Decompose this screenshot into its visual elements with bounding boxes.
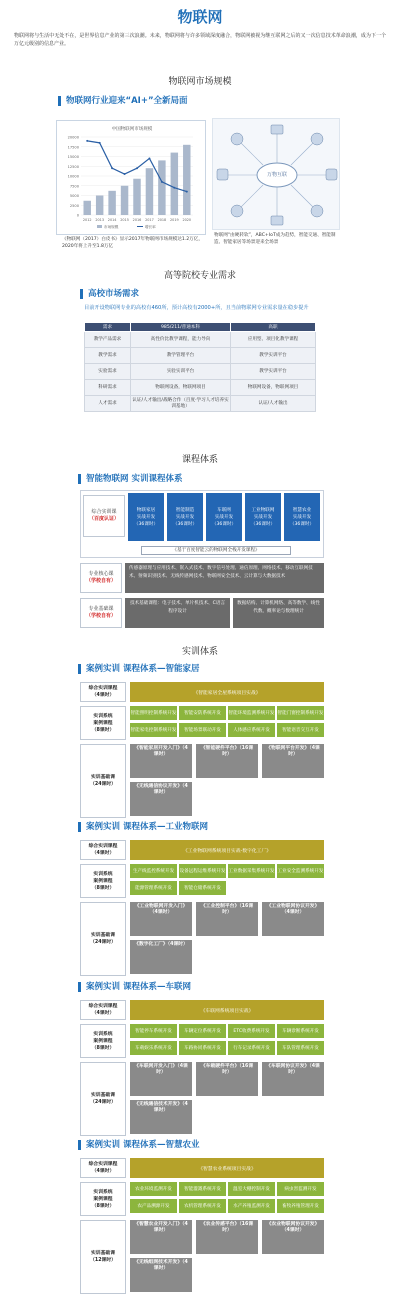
basic-course-card [196, 744, 258, 778]
training-block-title: 案例实训 课程体系—工业物联网 [78, 822, 208, 832]
bar [183, 145, 190, 215]
table-row [85, 332, 316, 348]
basic-course-card [196, 902, 258, 936]
market-bar-title: 物联网行业迎来“AI+”全新局面 [58, 96, 188, 106]
training-row-label-text: 综合实训课程 [88, 1162, 118, 1167]
training-row-label-text: 案例课程 [93, 720, 113, 726]
course-hours: （36课时） [133, 521, 159, 527]
bar [133, 179, 140, 215]
bar [146, 168, 153, 215]
y-tick-label: 17500 [67, 145, 79, 150]
case-course-item: 农业环境监测开发 [130, 1182, 177, 1196]
course-name: 智能制造 [175, 507, 195, 513]
training-row-label-text: 实训基础课 [91, 933, 115, 938]
training-row-label [80, 1182, 126, 1216]
course-type: 实战开发 [292, 514, 312, 520]
basic-course-title: 《工业物联网开发入门》（4课时） [134, 904, 188, 915]
x-tick-label: 2014 [107, 218, 117, 222]
table-row [85, 396, 316, 412]
course-name: 物联家居 [136, 507, 156, 513]
training-row-label-text: （12课时） [90, 1258, 116, 1263]
growth-point [111, 167, 113, 169]
market-chart [56, 120, 206, 235]
curriculum-row-comprehensive [80, 490, 324, 558]
case-course-item: 人体感应系统开发 [228, 723, 275, 737]
row-label-sub: （百度认证） [88, 516, 119, 522]
basic-course-card [262, 1062, 324, 1096]
y-tick-label: 5000 [69, 194, 79, 198]
basic-course-title: 《无线通信技术开发》（4课时） [134, 1102, 188, 1113]
basic-course-title: 《智能家居开发入门》（4课时） [134, 746, 188, 757]
case-course-item: 智能停车系统开发 [130, 1024, 177, 1038]
basic-course-card [130, 1258, 192, 1292]
basic-course-title: 《智慧农业开发入门》（4课时） [134, 1222, 188, 1233]
case-course-item: 设备远程运维系统开发 [179, 864, 226, 878]
case-course-item: 智能门窗控制系统开发 [277, 706, 324, 720]
growth-point [186, 191, 188, 193]
case-course-item: 智能安防系统开发 [179, 706, 226, 720]
y-tick-label: 15000 [67, 155, 79, 159]
training-row-label-text: （24课时） [90, 782, 116, 787]
training-row-label-text: （4课时） [91, 1011, 115, 1016]
basic-course-card [130, 1062, 192, 1096]
training-row-label-text: 实训基础课 [91, 1251, 115, 1256]
training-row [80, 1220, 324, 1294]
basic-course-box: 数据结构、计算机网络、高等数学、线性代数、概率论与数理统计 [233, 598, 324, 628]
case-course-item: 农产品溯源开发 [130, 1199, 177, 1213]
case-course-item: 车载娱乐系统开发 [130, 1041, 177, 1055]
iot-center-label: 万物互联 [266, 172, 287, 178]
legend-label: 市场规模 [104, 225, 119, 229]
training-row-label [80, 1158, 126, 1178]
basic-course-card [130, 744, 192, 778]
legend-swatch [97, 225, 102, 228]
training-row [80, 1024, 324, 1058]
basic-course-title: 《农业传感平台》（16课时） [200, 1222, 254, 1233]
case-course-item: 车辆定位系统开发 [179, 1024, 226, 1038]
page-title: 物联网 [177, 8, 223, 26]
course-box [284, 493, 320, 541]
training-row-label-text: （4课时） [91, 851, 115, 856]
course-box [128, 493, 164, 541]
case-course-item: 病虫害监测开发 [277, 1182, 324, 1196]
case-course-item: ETC收费系统开发 [228, 1024, 275, 1038]
case-course-item: 行车记录系统开发 [228, 1041, 275, 1055]
course-type: 实战开发 [136, 514, 156, 520]
training-row-label-text: 案例课程 [93, 1038, 113, 1044]
case-course-item: 车辆诊断系统开发 [277, 1024, 324, 1038]
intro-paragraph: 物联网将与生活中无处不在，是世界信息产业的第三次浪潮。未来，物联网将与许多领域深度融合，物联网被视为继互联网之后的又一次信息技术革命浪潮，成为下一个万亿元级别的信息产业。 [14, 33, 386, 47]
table-cell: 实验需求 [85, 364, 131, 380]
case-course-item: 智能家电控制系统开发 [130, 723, 177, 737]
higher-edu-bar-title: 高校市场需求 [80, 289, 139, 299]
training-row [80, 1062, 324, 1136]
section-heading-market: 物联网市场规模 [168, 77, 232, 87]
x-tick-label: 2019 [170, 218, 179, 222]
training-row-label-text: （8课时） [91, 885, 115, 891]
market-demand-table [84, 322, 316, 412]
case-course-item: 温室大棚控制开发 [228, 1182, 275, 1196]
training-row-label [80, 864, 126, 898]
course-hours: （36课时） [172, 521, 198, 527]
training-row [80, 864, 324, 898]
training-row-label-text: （8课时） [91, 727, 115, 733]
bar [171, 153, 178, 215]
x-tick-label: 2016 [132, 218, 142, 222]
training-row-label-text: 实训基础课 [91, 775, 115, 780]
course-type: 实战开发 [175, 514, 195, 520]
training-row-label-text: 实训系统 [93, 1031, 113, 1037]
course-footer: 《基于百度智能云的物联网全栈开发课程》 [141, 546, 291, 555]
basic-course-card [262, 744, 324, 778]
basic-course-card [130, 1100, 192, 1134]
training-block-title: 案例实训 课程体系—智慧农业 [78, 1140, 199, 1150]
case-course-item: 畜牧养殖管理开发 [277, 1199, 324, 1213]
case-course-item: 智能照明控制系统开发 [130, 706, 177, 720]
table-cell: 人才需求 [85, 396, 131, 412]
section-heading-higher-edu: 高等院校专业需求 [163, 271, 236, 281]
course-box [245, 493, 281, 541]
x-tick-label: 2017 [145, 218, 154, 222]
row-label-text: 综合实训课 [91, 509, 117, 515]
training-row [80, 1158, 324, 1178]
comprehensive-course: 《工业物联网系统项目实战-数字化工厂》 [130, 840, 324, 860]
table-cell: 教学实训平台 [231, 348, 316, 364]
basic-course-title: 《工业物联网协议开发》（4课时） [266, 904, 320, 915]
basic-course-card [196, 1062, 258, 1096]
course-name: 车联网 [217, 507, 231, 513]
table-header: 985/211/普通本科 [131, 323, 231, 332]
y-tick-label: 2500 [69, 203, 79, 208]
case-course-item: 生产线监控系统开发 [130, 864, 177, 878]
training-row-label-text: （4课时） [91, 693, 115, 698]
y-tick-label: 10000 [67, 174, 79, 179]
comprehensive-course: 《车联网系统项目实战》 [130, 1000, 324, 1020]
market-bar-chart [57, 121, 207, 236]
course-type: 实战开发 [214, 514, 234, 520]
y-tick-label: 0 [76, 213, 79, 218]
training-row-label-text: 实训基础课 [91, 1093, 115, 1098]
training-row [80, 1182, 324, 1216]
basic-course-title: 《数字化工厂》（4课时） [134, 942, 188, 947]
training-row [80, 902, 324, 976]
curriculum-bar-title: 智能物联网 实训课程体系 [78, 474, 182, 484]
x-tick-label: 2015 [120, 218, 129, 222]
case-course-item: 智能语音交互开发 [277, 723, 324, 737]
x-tick-label: 2020 [182, 218, 192, 222]
x-tick-label: 2013 [95, 218, 104, 222]
case-course-item: 智能仓储系统开发 [179, 881, 226, 895]
training-row-label-text: （24课时） [90, 1100, 116, 1105]
row-label-sub: （学校自有） [85, 613, 116, 619]
case-course-item: 工业安全监测系统开发 [277, 864, 324, 878]
course-type: 实战开发 [253, 514, 273, 520]
basic-course-title: 《农业物联网协议开发》（4课时） [266, 1222, 320, 1233]
basic-course-card [262, 902, 324, 936]
training-row-label [80, 682, 126, 702]
section-heading-training: 实训体系 [181, 647, 218, 657]
basic-course-title: 《无线组网技术开发》（4课时） [134, 1260, 188, 1271]
y-tick-label: 12500 [67, 164, 79, 169]
bar [83, 201, 90, 215]
basic-course-card [130, 1220, 192, 1254]
basic-course-title: 《车联网协议开发》（4课时） [266, 1064, 320, 1075]
training-row-label-text: 案例课程 [93, 1196, 113, 1202]
training-row [80, 840, 324, 860]
basic-course-title: 《工业控制平台》（16课时） [200, 904, 254, 915]
row-label-text: 专业基础课 [88, 606, 114, 612]
training-row-label [80, 1220, 126, 1294]
case-course-item: 农机管理系统开发 [179, 1199, 226, 1213]
basic-course-card [130, 782, 192, 816]
table-row [85, 348, 316, 364]
training-block-title: 案例实训 课程体系—车联网 [78, 982, 191, 992]
case-course-item: 车路协同系统开发 [179, 1041, 226, 1055]
core-course-list: 传感器原理与应用技术、嵌入式技术、数字信号处理、通信原理、网络技术、移动互联网技术、射频识别技术、无线传感网技术、物联网安全技术、云计算与大数据技术 [125, 563, 324, 593]
growth-point [136, 167, 138, 169]
table-cell: 应用型、项目化教学课程 [231, 332, 316, 348]
case-course-item: 车队管理系统开发 [277, 1041, 324, 1055]
course-hours: （36课时） [289, 521, 315, 527]
comprehensive-course: 《智能家居全屋系统项目实战》 [130, 682, 324, 702]
row-label [80, 563, 122, 593]
iot-illustration [212, 118, 340, 230]
legend-label: 增长率 [145, 225, 156, 229]
section-heading-curriculum: 课程体系 [181, 455, 218, 465]
bar [96, 196, 103, 216]
training-row [80, 1000, 324, 1020]
growth-point [173, 187, 175, 189]
table-cell: 认证/人才输出 [231, 396, 316, 412]
bar [108, 191, 115, 215]
table-cell: 实验实训平台 [131, 364, 231, 380]
bar [121, 186, 128, 215]
table-cell: 教学产品需求 [85, 332, 131, 348]
table-cell: 认证/人才输出/战略合作（百度·学习人才培养实训基地） [131, 396, 231, 412]
training-row-label-text: 综合实训课程 [88, 844, 118, 849]
training-row-label-text: 实训系统 [93, 713, 113, 719]
training-row-label [80, 902, 126, 976]
case-course-item: 智能环境监测系统开发 [228, 706, 275, 720]
training-row [80, 706, 324, 740]
iot-caption: 物联网“由硬转软”，ABC+IoT成为趋势，智能交通、智能制造、智能家居等场景迎来全场景 [214, 233, 336, 245]
y-tick-label: 20000 [67, 135, 79, 140]
row-label [83, 495, 125, 537]
training-block-title: 案例实训 课程体系—智能家居 [78, 664, 199, 674]
comprehensive-course: 《智慧农业系统项目实战》 [130, 1158, 324, 1178]
x-tick-label: 2012 [82, 218, 92, 222]
training-row [80, 682, 324, 702]
table-cell: 高性价比教学课程，能力导向 [131, 332, 231, 348]
bar [158, 160, 165, 215]
row-label-text: 专业核心课 [88, 571, 114, 577]
training-row [80, 744, 324, 818]
row-label [80, 598, 122, 628]
table-cell: 物联网设备，物联网项目 [231, 380, 316, 396]
course-hours: （36课时） [211, 521, 237, 527]
table-row [85, 364, 316, 380]
case-course-item: 工业数据采集系统开发 [228, 864, 275, 878]
training-row-label-text: 实训系统 [93, 871, 113, 877]
training-row-label-text: 综合实训课程 [88, 686, 118, 691]
training-row-label-text: （8课时） [91, 1203, 115, 1209]
basic-course-title: 《物联网平台开发》（4课时） [266, 746, 320, 757]
course-name: 智慧农业 [292, 507, 312, 513]
basic-course-card [262, 1220, 324, 1254]
curriculum-row-basic [80, 598, 324, 628]
y-tick-label: 7500 [69, 184, 79, 189]
basic-course-title: 《智能硬件平台》（16课时） [200, 746, 254, 757]
course-box [167, 493, 203, 541]
row-label-sub: （学校自有） [85, 578, 116, 584]
growth-point [124, 173, 126, 175]
table-cell: 教学实训平台 [231, 364, 316, 380]
training-row-label [80, 1000, 126, 1020]
table-cell: 教学需求 [85, 348, 131, 364]
training-row-label [80, 840, 126, 860]
basic-course-title: 《车联网开发入门》（4课时） [134, 1064, 188, 1075]
basic-course-card [130, 940, 192, 974]
growth-point [148, 157, 150, 159]
basic-course-card [196, 1220, 258, 1254]
table-cell: 教学管理平台 [131, 348, 231, 364]
basic-course-box: 技术基础课程：电子技术、单片机技术、C语言程序设计 [125, 598, 230, 628]
growth-point [99, 142, 101, 144]
case-course-item: 能源管理系统开发 [130, 881, 177, 895]
course-hours: （36课时） [250, 521, 276, 527]
course-name: 工业物联网 [251, 507, 275, 513]
case-course-item: 水产养殖监测开发 [228, 1199, 275, 1213]
basic-course-title: 《无线通信协议开发》（4课时） [134, 784, 188, 795]
training-row-label-text: 案例课程 [93, 878, 113, 884]
x-tick-label: 2018 [157, 218, 167, 222]
growth-point [161, 181, 163, 183]
table-header: 需求 [85, 323, 131, 332]
training-row-label-text: （4课时） [91, 1169, 115, 1174]
case-course-item: 智能场景联动开发 [179, 723, 226, 737]
table-cell: 物联网设备，物联网项目 [131, 380, 231, 396]
table-row [85, 380, 316, 396]
training-row-label [80, 744, 126, 818]
table-header: 高职 [231, 323, 316, 332]
higher-edu-note: 目前开设物联网专业的高校有460所，预计高校有2000+所，且当前物联网专业需求量在稳步提升 [84, 305, 309, 311]
basic-course-title: 《车载硬件平台》（16课时） [200, 1064, 254, 1075]
chart-title: 中国物联网市场规模 [111, 127, 153, 132]
training-row-label [80, 1024, 126, 1058]
curriculum-row-core [80, 563, 324, 593]
basic-course-card [130, 902, 192, 936]
course-box [206, 493, 242, 541]
table-cell: 科研需求 [85, 380, 131, 396]
case-course-item: 智能灌溉系统开发 [179, 1182, 226, 1196]
training-row-label [80, 1062, 126, 1136]
training-row-label-text: 实训系统 [93, 1189, 113, 1195]
training-row-label-text: （24课时） [90, 940, 116, 945]
growth-point [86, 140, 88, 142]
training-row-label-text: 综合实训课程 [88, 1004, 118, 1009]
training-row-label-text: （8课时） [91, 1045, 115, 1051]
training-row-label [80, 706, 126, 740]
chart-caption: 《物联网（2017）白皮书》显示2017年物联网市场规模达1.2万亿，2020年将上升至1.8万亿 [62, 237, 203, 249]
